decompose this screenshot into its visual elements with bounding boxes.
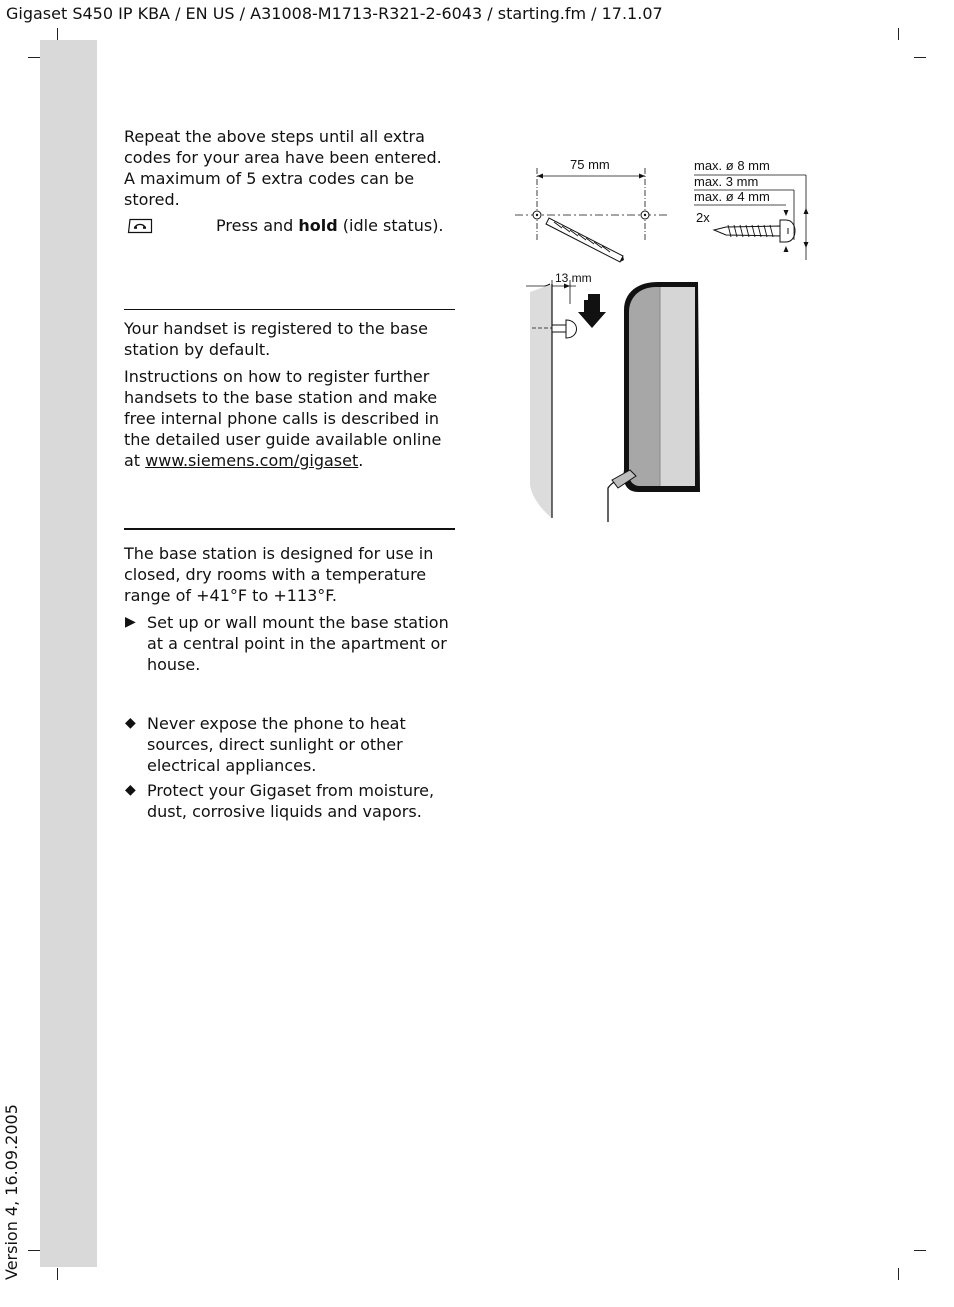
running-head: Gigaset S450 IP KBA / EN US / A31008-M1713-R321-2-6043 / starting.fm / 17.1.07 [6,4,663,23]
crop-mark-bottom-left-h [28,1250,40,1251]
mounting-gap-label: 13 mm [555,271,592,285]
screw-quantity-label: 2x [696,210,710,225]
crop-mark-top-left-h [28,57,40,58]
version-label: Version 4, 16.09.2005 [2,1104,21,1280]
registration-paragraph-1: Your handset is registered to the base station by default. [124,319,428,359]
registration-paragraph-2-text: Instructions on how to register further handsets to the base station and make free internal phone calls is described in the detailed user guide available online at [124,367,442,470]
key-instruction-text [216,215,444,236]
step-arrow-icon: ▶ [125,614,136,630]
max-head-diameter-label: max. ø 8 mm [694,158,770,173]
registration-paragraph-2-end: . [358,451,364,470]
warning-item [124,713,456,776]
wall-mount-diagram [520,270,710,525]
diamond-bullet-icon: ◆ [125,782,136,798]
crop-mark-top-right-v [898,28,899,40]
hole-spacing-label: 75 mm [570,157,610,172]
wall-section [530,284,552,518]
warning-item [124,780,456,822]
diamond-bullet-icon: ◆ [125,715,136,731]
warning-text: Protect your Gigaset from moisture, dust, corrosive liquids and vapors. [147,781,435,821]
key-instruction-row [124,215,456,239]
location-text [124,543,456,675]
slide-down-arrow-icon [578,294,606,328]
setup-step-text: Set up or wall mount the base station at a central point in the apartment or house. [147,613,449,674]
gigaset-website-link[interactable]: www.siemens.com/gigaset [145,451,359,470]
warnings-list [124,713,456,822]
crop-mark-bottom-left-v [57,1268,58,1280]
crop-mark-bottom-right-h [914,1250,926,1251]
cable-icon [608,470,636,522]
warning-text: Never expose the phone to heat sources, direct sunlight or other electrical appliances. [147,714,406,775]
base-station-side-view [624,282,700,492]
crop-mark-top-right-h [914,57,926,58]
max-shaft-diameter-label: max. ø 4 mm [694,189,770,204]
location-paragraph: The base station is designed for use in closed, dry rooms with a temperature range of +41°F to +113°F. [124,544,434,605]
setup-step [124,612,456,675]
drilling-diagram [510,150,820,270]
screw-icon [714,220,795,242]
key-instruction-bold: hold [298,216,338,235]
drill-bit-icon [546,218,624,262]
end-call-key-icon [127,218,153,234]
crop-mark-top-left-v [57,28,58,40]
area-codes-text [124,126,456,210]
section-rule-location [124,528,455,530]
max-protrusion-label: max. 3 mm [694,174,759,189]
margin-strip [40,40,97,1267]
key-instruction-suffix: (idle status). [337,216,444,235]
crop-mark-bottom-right-v [898,1268,899,1280]
section-rule-registration [124,309,455,310]
registration-paragraph-2 [124,366,456,471]
area-codes-paragraph: Repeat the above steps until all extra codes for your area have been entered. A maximum of 5 extra codes can be stored. [124,127,442,209]
key-instruction-prefix: Press and [216,216,299,235]
registration-text [124,318,456,471]
